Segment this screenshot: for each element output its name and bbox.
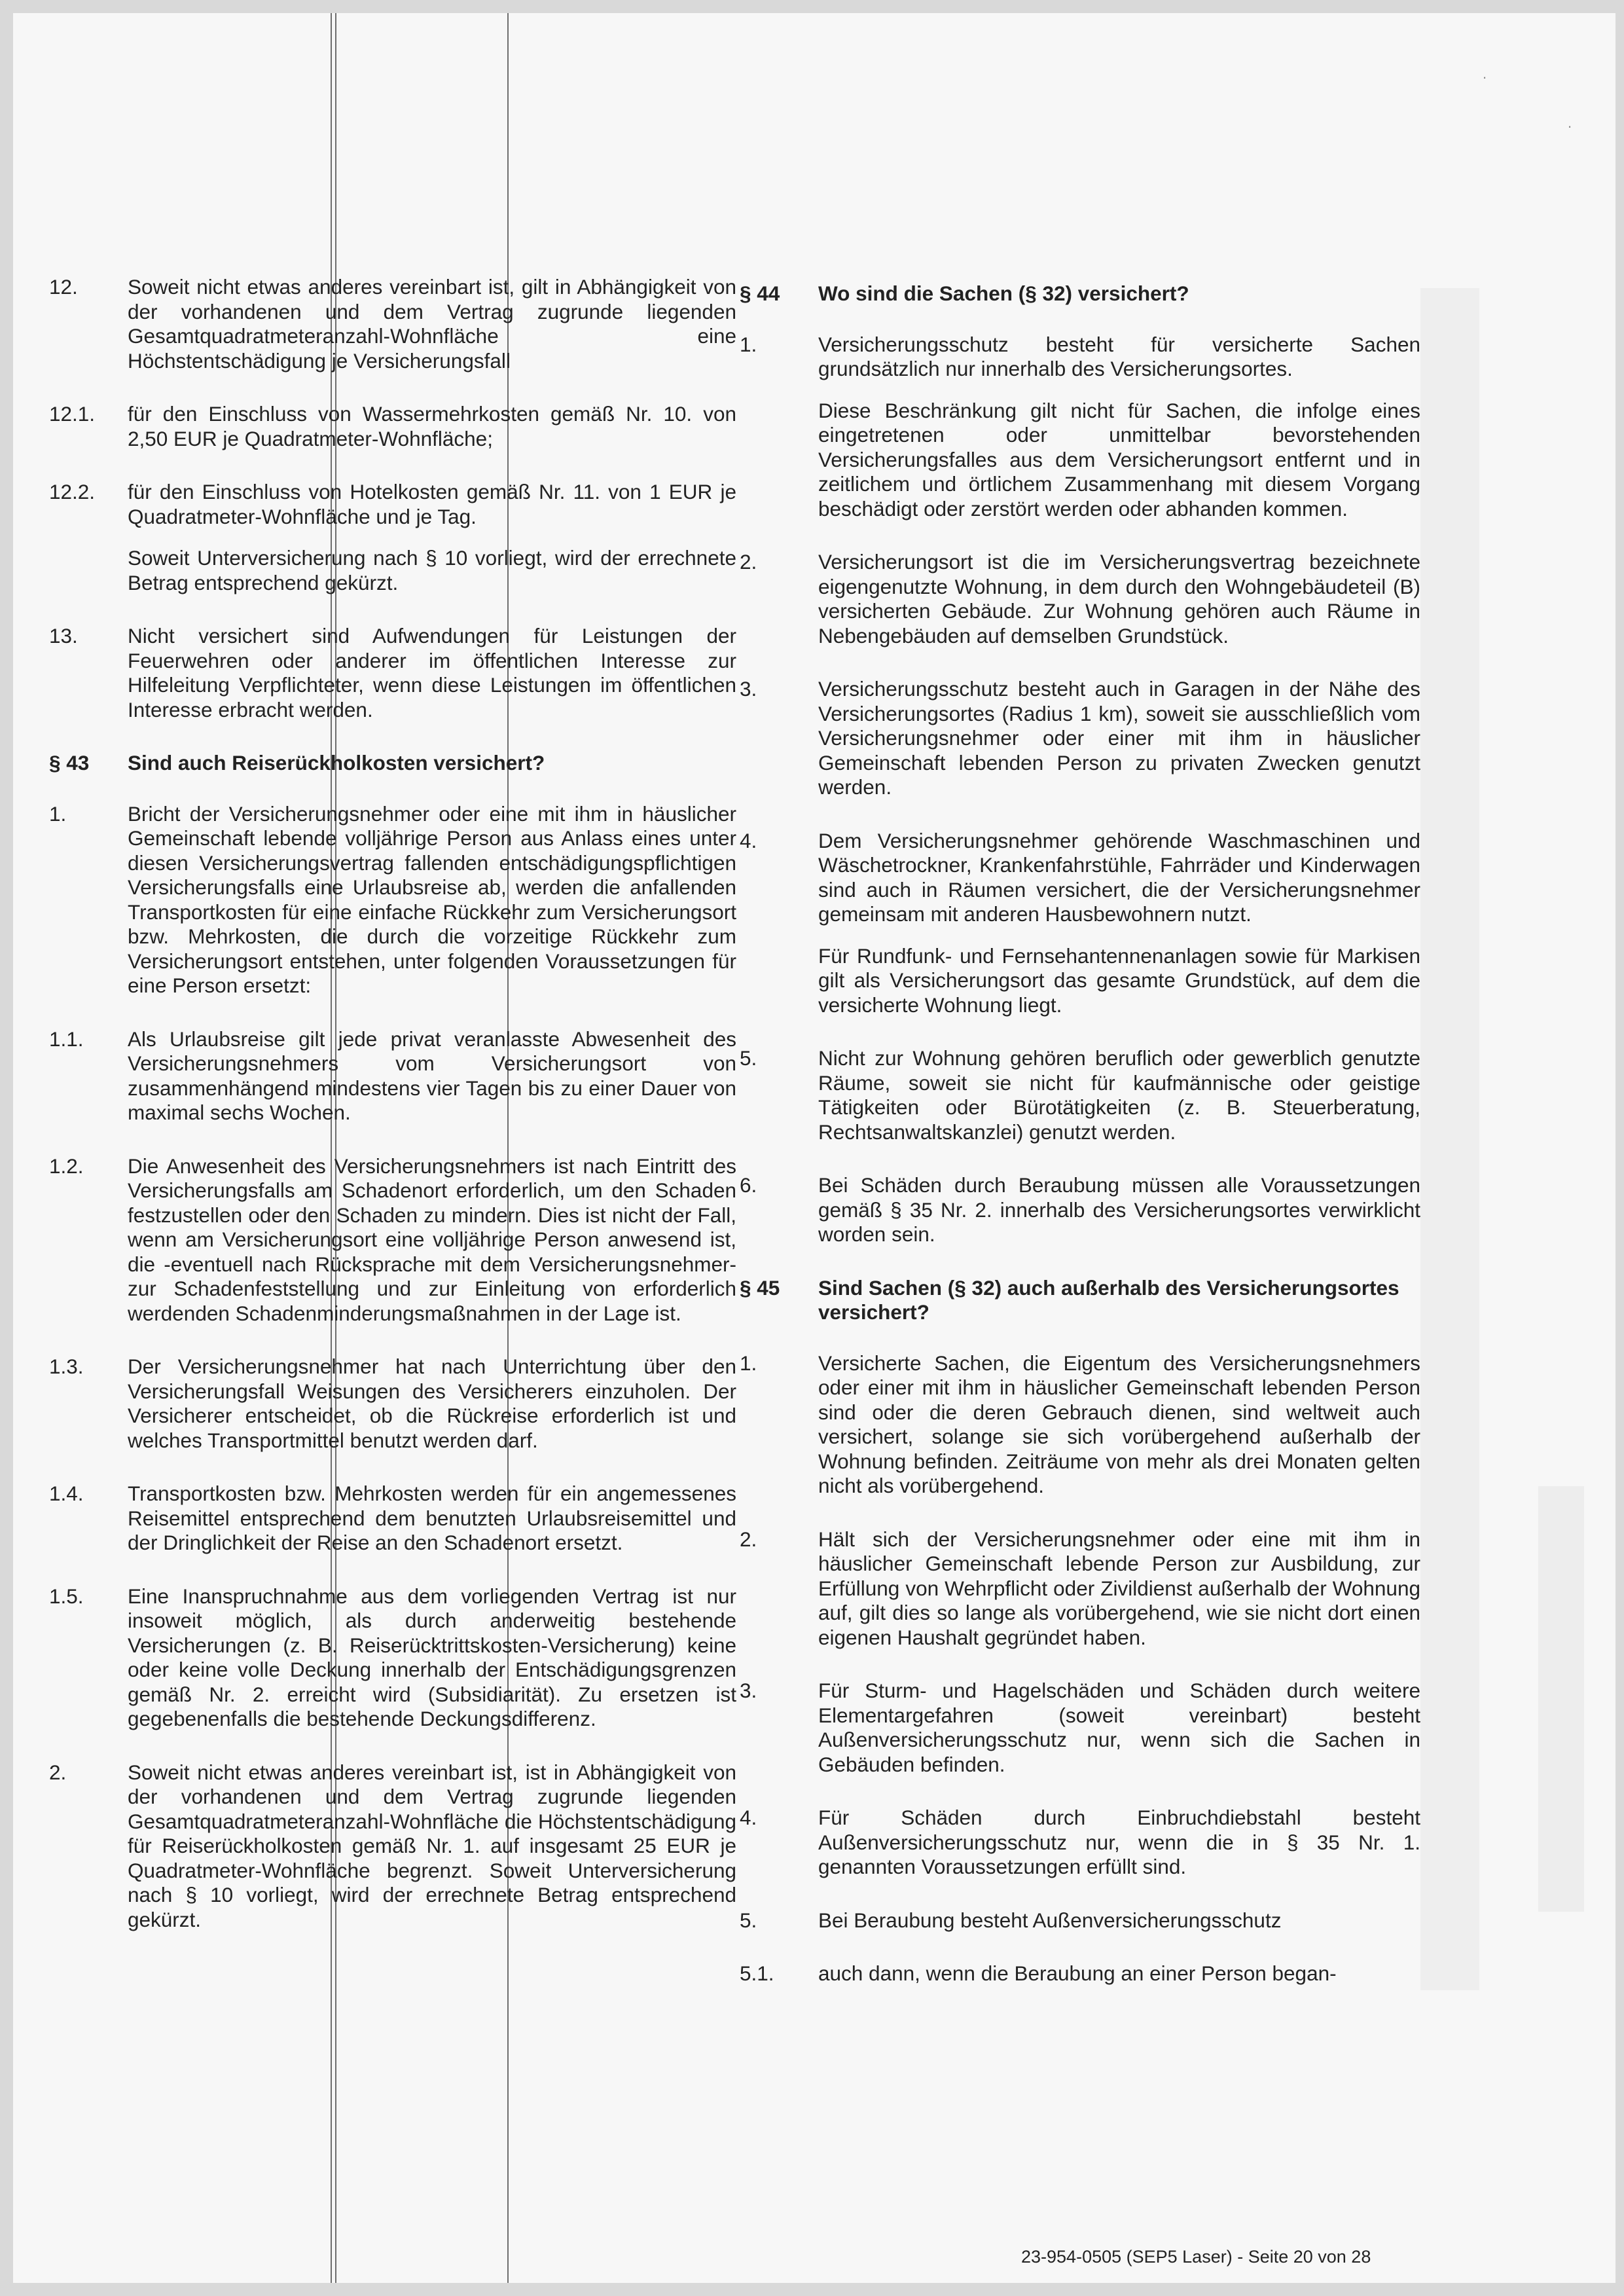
clause-number: 4.	[740, 828, 757, 852]
clause-item	[49, 1760, 736, 1933]
clause-item	[49, 802, 736, 998]
scanned-page	[13, 13, 1615, 2283]
clause-text: Versicherungsschutz besteht für versicherte Sachen grundsätzlich nur innerhalb des Versicherungsortes.	[818, 332, 1420, 380]
section-heading	[740, 1276, 1420, 1325]
clause-item	[49, 1482, 736, 1556]
clause-number: 13.	[49, 624, 78, 647]
section-number: § 44	[740, 282, 780, 305]
clause-item	[49, 1584, 736, 1732]
clause-item	[49, 624, 736, 722]
clause-item	[49, 480, 736, 529]
section-title: Sind auch Reiserückholkosten versichert?	[128, 751, 545, 774]
section-heading	[740, 282, 1420, 306]
clause-item	[740, 550, 1420, 648]
clause-item	[740, 333, 1420, 382]
clause-item	[740, 1806, 1420, 1880]
clause-text: Der Versicherungsnehmer hat nach Unterrichtung über den Versicherungsfall Weisungen des Versicherers einzuholen. Der Versicherer entscheidet, ob die Rückreise erforderlich ist und welches Transportmittel benutzt werden darf.	[128, 1355, 736, 1452]
clause-item	[49, 1355, 736, 1453]
clause-text: Als Urlaubsreise gilt jede privat veranlasste Abwesenheit des Versicherungsnehmers vom Versicherungsort von zusammenhängend mindestens vier Tagen bis zu einer Dauer von maximal sechs Wochen.	[128, 1027, 736, 1124]
clause-item	[740, 944, 1420, 1018]
clause-number: 4.	[740, 1806, 757, 1829]
clause-text: Die Anwesenheit des Versicherungsnehmers ist nach Eintritt des Versicherungsfalls am Schadenort erforderlich, um den Schaden festzustellen oder den Schaden zu mindern. Dies ist nicht der Fall, wenn am Versicherungsort eine volljährige Person anwesend ist, die -eventuell nach Rücksprache mit dem Versicherungsnehmer- zur Schadenfeststellung und zur Einleitung von erforderlich werdenden Schadenminderungsmaßnahmen in der Lage ist.	[128, 1154, 736, 1325]
clause-text: Transportkosten bzw. Mehrkosten werden für ein angemessenes Reisemittel entsprechend dem benutzten Urlaubsreisemittel und der Dringlichkeit der Reise an den Schadenort ersetzt.	[128, 1482, 736, 1554]
clause-number: 1.1.	[49, 1027, 84, 1051]
clause-number: 3.	[740, 1679, 757, 1702]
clause-text: Bricht der Versicherungsnehmer oder eine mit ihm in häuslicher Gemeinschaft lebende volljährige Person aus Anlass eines unter diesen Versicherungsvertrag fallenden entschädigungspflichtigen Versicherungsfalls eine Urlaubsreise ab, werden die anfallenden Transportkosten für eine einfache Rückkehr zum Versicherungsort bzw. Mehrkosten, die durch die vorzeitige Rückkehr zum Versicherungsort entstehen, unter folgenden Voraussetzungen für eine Person ersetzt:	[128, 801, 736, 997]
clause-number: 1.5.	[49, 1584, 84, 1608]
clause-number: 1.4.	[49, 1482, 84, 1505]
clause-item	[740, 1046, 1420, 1144]
clause-text: Nicht versichert sind Aufwendungen für Leistungen der Feuerwehren oder anderer im öffentlichen Interesse zur Hilfeleitung Verpflichteter, wenn diese Leistungen im öffentlichen Interesse erbracht werden.	[128, 624, 736, 721]
speck-mark: .	[1483, 65, 1487, 82]
clause-number: 2.	[740, 550, 757, 574]
clause-number: 1.3.	[49, 1355, 84, 1378]
clause-text: Für Rundfunk- und Fernsehantennenanlagen sowie für Markisen gilt als Versicherungsort das gesamte Grundstück, auf dem die versicherte Wohnung liegt.	[818, 943, 1420, 1017]
section-heading	[49, 751, 736, 776]
section-title: Wo sind die Sachen (§ 32) versichert?	[818, 282, 1189, 305]
section-number: § 45	[740, 1275, 780, 1300]
clause-item	[740, 829, 1420, 927]
clause-text: Nicht zur Wohnung gehören beruflich oder gewerblich genutzte Räume, soweit sie nicht für kaufmännische oder geistige Tätigkeiten oder Bürotätigkeiten (z. B. Steuerberatung, Rechtsanwaltskanzlei) genutzt werden.	[818, 1046, 1420, 1144]
clause-number: 1.	[740, 332, 757, 356]
clause-item	[49, 1154, 736, 1326]
clause-text: Für Sturm- und Hagelschäden und Schäden durch weitere Elementargefahren (soweit vereinbart) besteht Außenversicherungsschutz nur, wenn sich die Sachen in Gebäuden befinden.	[818, 1679, 1420, 1776]
bleed-through-shade	[1420, 288, 1479, 1990]
clause-item	[740, 1173, 1420, 1247]
clause-item	[49, 402, 736, 451]
clause-number: 6.	[740, 1173, 757, 1197]
clause-text: Diese Beschränkung gilt nicht für Sachen, die infolge eines eingetretenen oder unmittelbar bevorstehenden Versicherungsfalles aus dem Versicherungsort entfernt und in zeitlichem und örtlichem Zusammenhang mit diesem Vorgang beschädigt oder zerstört werden oder abhanden kommen.	[818, 398, 1420, 520]
clause-item	[49, 1027, 736, 1125]
clause-text: auch dann, wenn die Beraubung an einer Person began-	[818, 1961, 1337, 1985]
clause-number: 5.	[740, 1908, 757, 1932]
clause-number: 1.2.	[49, 1154, 84, 1178]
clause-text: Soweit Unterversicherung nach § 10 vorliegt, wird der errechnete Betrag entsprechend gekürzt.	[128, 546, 736, 594]
clause-number: 2.	[49, 1760, 67, 1784]
clause-text: Versicherungsort ist die im Versicherungsvertrag bezeichnete eigengenutzte Wohnung, in dem durch den Wohngebäudeteil (B) versicherten Gebäude. Zur Wohnung gehören auch Räume in Nebengebäuden auf demselben Grundstück.	[818, 550, 1420, 647]
clause-item	[49, 546, 736, 595]
clause-item	[740, 1351, 1420, 1499]
clause-number: 12.1.	[49, 402, 96, 426]
clause-item	[740, 677, 1420, 800]
clause-number: 3.	[740, 677, 757, 701]
clause-item	[740, 1961, 1420, 1986]
clause-number: 5.1.	[740, 1961, 774, 1985]
clause-item	[740, 1527, 1420, 1650]
clause-number: 1.	[49, 801, 67, 826]
clause-text: Hält sich der Versicherungsnehmer oder eine mit ihm in häuslicher Gemeinschaft lebende Person zur Ausbildung, zur Erfüllung von Wehrpflicht oder Zivildienst außerhalb der Wohnung auf, gilt dies so lange als vorübergehend, wie sie nicht dort einen eigenen Haushalt gegründet haben.	[818, 1527, 1420, 1649]
clause-text: für den Einschluss von Hotelkosten gemäß Nr. 11. von 1 EUR je Quadratmeter-Wohnfläche und je Tag.	[128, 480, 736, 528]
page-footer: 23-954-0505 (SEP5 Laser) - Seite 20 von 28	[1021, 2247, 1371, 2267]
section-title: Sind Sachen (§ 32) auch außerhalb des Versicherungsortes versichert?	[818, 1275, 1399, 1324]
clause-text: Versicherte Sachen, die Eigentum des Versicherungsnehmers oder einer mit ihm in häuslicher Gemeinschaft lebenden Person sind oder die deren Gebrauch dienen, sind weltweit auch versichert, solange sie sich vorübergehend außerhalb der Wohnung befinden. Zeiträume von mehr als drei Monaten gelten nicht als vorübergehend.	[818, 1351, 1420, 1497]
clause-text: für den Einschluss von Wassermehrkosten gemäß Nr. 10. von 2,50 EUR je Quadratmeter-Wohnfläche;	[128, 402, 736, 450]
clause-text: Versicherungsschutz besteht auch in Garagen in der Nähe des Versicherungsortes (Radius 1 km), soweit sie ausschließlich vom Versicherungsnehmer oder einer mit ihm in häuslicher Gemeinschaft lebenden Person zu privaten Zwecken genutzt werden.	[818, 677, 1420, 799]
bleed-through-shade	[1538, 1486, 1584, 1912]
clause-number: 2.	[740, 1527, 757, 1551]
left-column	[49, 275, 736, 1961]
clause-text: Soweit nicht etwas anderes vereinbart ist, gilt in Abhängigkeit von der vorhandenen und dem Vertrag zugrunde liegenden Gesamtquadratmeteranzahl-Wohnfläche eine Höchstentschädigung je Versicherungsfall	[128, 275, 736, 373]
clause-text: Für Schäden durch Einbruchdiebstahl besteht Außenversicherungsschutz nur, wenn die in § 35 Nr. 1. genannten Voraussetzungen erfüllt sind.	[818, 1806, 1420, 1878]
speck-mark: .	[1568, 115, 1572, 131]
clause-item	[740, 1908, 1420, 1933]
clause-number: 12.	[49, 275, 78, 299]
clause-number: 5.	[740, 1046, 757, 1070]
clause-item	[740, 1679, 1420, 1777]
clause-text: Bei Schäden durch Beraubung müssen alle Voraussetzungen gemäß § 35 Nr. 2. innerhalb des Versicherungsortes verwirklicht worden sein.	[818, 1173, 1420, 1246]
section-number: § 43	[49, 751, 90, 774]
clause-text: Soweit nicht etwas anderes vereinbart ist, ist in Abhängigkeit von der vorhandenen und dem Vertrag zugrunde liegenden Gesamtquadratmeteranzahl-Wohnfläche die Höchstentschädigung für Reiserückholkosten gemäß Nr. 1. auf insgesamt 25 EUR je Quadratmeter-Wohnfläche begrenzt. Soweit Unterversicherung nach § 10 vorliegt, wird der errechnete Betrag entsprechend gekürzt.	[128, 1760, 736, 1931]
clause-item	[49, 275, 736, 373]
clause-number: 12.2.	[49, 480, 96, 503]
clause-text: Bei Beraubung besteht Außenversicherungsschutz	[818, 1908, 1282, 1932]
clause-number: 1.	[740, 1351, 757, 1375]
clause-text: Dem Versicherungsnehmer gehörende Waschmaschinen und Wäschetrockner, Krankenfahrstühle, Fahrräder und Kinderwagen sind auch in Räumen versichert, die der Versicherungsnehmer gemeinsam mit anderen Hausbewohnern nutzt.	[818, 828, 1420, 926]
clause-item	[740, 399, 1420, 522]
clause-text: Eine Inanspruchnahme aus dem vorliegenden Vertrag ist nur insoweit möglich, als durch anderweitig bestehende Versicherungen (z. B. Reiserücktrittskosten-Versicherung) keine oder keine volle Deckung innerhalb der Entschädigungsgrenzen gemäß Nr. 2. erreicht wird (Subsidiarität). Zu ersetzen ist gegebenenfalls die bestehende Deckungsdifferenz.	[128, 1584, 736, 1730]
right-column	[740, 275, 1420, 2015]
